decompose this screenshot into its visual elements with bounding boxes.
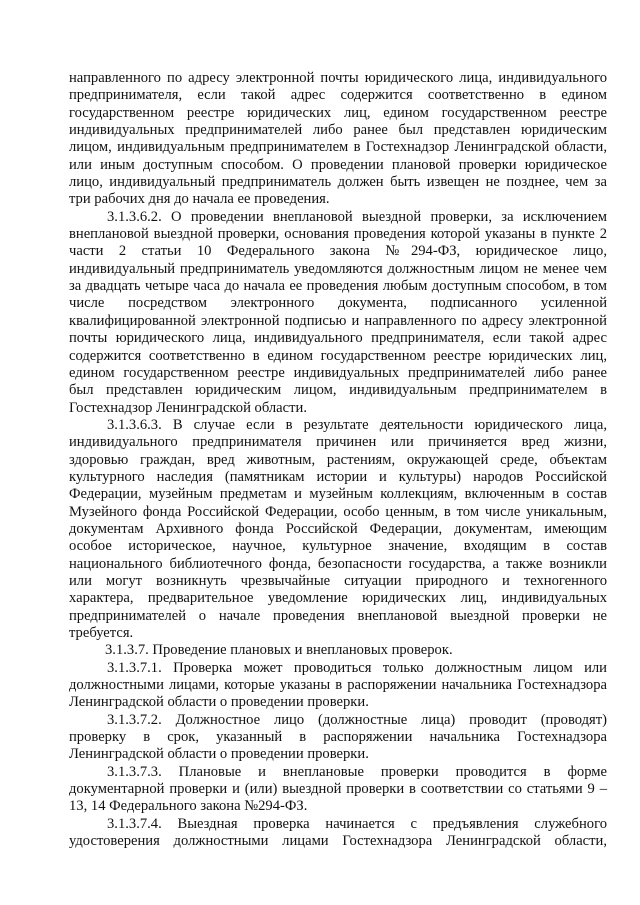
text-line: лицом, индивидуальным предпринимателем в Гостехнадзор Ленинградской области, — [69, 139, 607, 156]
text-line: культурного наследия (памятникам истории и культуры) народов Российской — [69, 468, 607, 485]
text-line: Гостехнадзор Ленинградской области. — [69, 399, 307, 416]
text-line: внеплановой выездной проверки, основания проведения которой указаны в пункте 2 — [69, 226, 607, 243]
text-line: Ленинградской области о проведении проверки. — [69, 694, 369, 711]
text-line: 3.1.3.7.2. Должностное лицо (должностные лица) проводит (проводят) — [107, 711, 607, 728]
text-line: Федерации, музейным предметам и музейным коллекциям, включенным в состав — [69, 486, 607, 503]
text-line: едином государственном реестре индивидуальных предпринимателей либо ранее — [69, 364, 607, 381]
text-line: квалифицированной электронной подписью и направленного по адресу электронной — [69, 312, 607, 329]
text-line: числе посредством электронного документа, подписанного усиленной — [69, 295, 607, 312]
text-line: характера, предварительное уведомление юридических лиц, индивидуальных — [69, 590, 607, 607]
text-line: документам Архивного фонда Российской Федерации, документам, имеющим — [69, 520, 607, 537]
paragraph — [69, 209, 607, 417]
text-line: удостоверения должностными лицами Гостехнадзора Ленинградской области, — [69, 833, 607, 850]
text-line: индивидуального предпринимателя причинен или причиняется вред жизни, — [69, 434, 607, 451]
text-line: особое историческое, научное, культурное значение, входящим в состав — [69, 538, 607, 555]
text-line: Музейного фонда Российской Федерации, особо ценным, в том числе уникальным, — [69, 503, 607, 520]
text-line: был представлен юридическим лицом, индивидуальным предпринимателем в — [69, 382, 607, 399]
text-line: должностными лицами, которые указаны в распоряжении начальника Гостехнадзора — [69, 677, 607, 694]
paragraph — [69, 642, 607, 659]
text-line: документарной проверки и (или) выездной проверки в соответствии со статьями 9 – — [69, 781, 607, 798]
paragraph — [69, 660, 607, 712]
text-line: три рабочих дня до начала ее проведения. — [69, 191, 330, 208]
text-line: или могут возникнуть чрезвычайные ситуации природного и техногенного — [69, 572, 607, 589]
text-line: за двадцать четыре часа до начала ее проведения любым доступным способом, в том — [69, 278, 607, 295]
text-line: индивидуальных предпринимателей либо ранее был представлен юридическим — [69, 122, 607, 139]
text-line: 3.1.3.7.1. Проверка может проводиться только должностным лицом или — [107, 659, 607, 676]
text-line: или иным доступным способом. О проведении плановой проверки юридическое — [69, 156, 607, 173]
paragraph — [69, 816, 607, 851]
paragraph — [69, 70, 607, 209]
paragraph — [69, 764, 607, 816]
text-line: предпринимателя, если такой адрес содержится соответственно в едином — [69, 87, 607, 104]
text-line: части 2 статьи 10 Федерального закона №294-ФЗ, юридическое лицо, — [69, 243, 607, 260]
text-line: почты юридического лица, индивидуального предпринимателя, если такой адрес — [69, 330, 607, 347]
paragraph — [69, 712, 607, 764]
text-line: Ленинградской области о проведении проверки. — [69, 746, 369, 763]
text-line: индивидуальный предприниматель уведомляются должностным лицом не менее чем — [69, 260, 607, 277]
text-line: содержится соответственно в едином государственном реестре юридических лиц, — [69, 347, 607, 364]
text-line: 3.1.3.7.3. Плановые и внеплановые проверки проводится в форме — [107, 763, 607, 780]
text-line: проверку в срок, указанный в распоряжении начальника Гостехнадзора — [69, 729, 607, 746]
document-body — [69, 70, 607, 850]
text-line: национального библиотечного фонда, безопасности государства, а также возникли — [69, 555, 607, 572]
text-line: 3.1.3.7.4. Выездная проверка начинается с предъявления служебного — [107, 815, 607, 832]
text-line: здоровью граждан, вред животным, растениям, окружающей среде, объектам — [69, 451, 607, 468]
text-line: направленного по адресу электронной почты юридического лица, индивидуального — [69, 70, 607, 86]
text-line: требуется. — [69, 625, 134, 641]
text-line: предпринимателей о начале проведения внеплановой выездной проверки не — [69, 607, 607, 624]
paragraph — [69, 417, 607, 642]
section-heading: 3.1.3.7. Проведение плановых и внеплановых проверок. — [105, 642, 453, 659]
text-line: государственном реестре юридических лиц, едином государственном реестре — [69, 104, 607, 121]
text-line: 3.1.3.6.2. О проведении внеплановой выездной проверки, за исключением — [107, 208, 607, 225]
text-line: 13, 14 Федерального закона №294-ФЗ. — [69, 798, 308, 815]
text-line: лицо, индивидуальный предприниматель должен быть извещен не позднее, чем за — [69, 174, 607, 191]
text-line: 3.1.3.6.3. В случае если в результате деятельности юридического лица, — [107, 416, 607, 433]
